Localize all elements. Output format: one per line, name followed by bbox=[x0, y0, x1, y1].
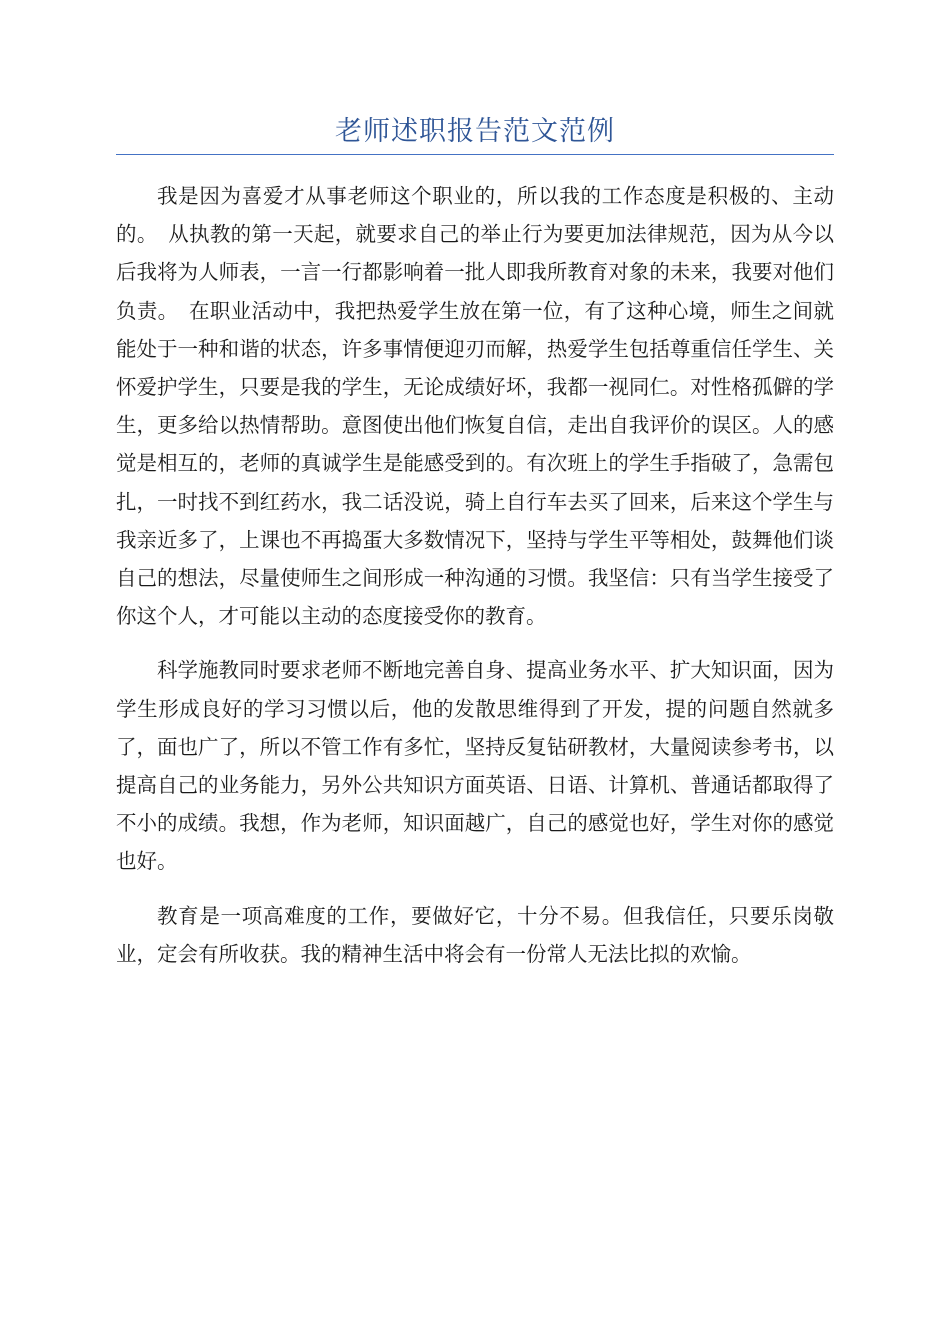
title-underline bbox=[116, 154, 834, 155]
paragraph-2: 科学施教同时要求老师不断地完善自身、提高业务水平、扩大知识面，因为学生形成良好的学习习惯以后，他的发散思维得到了开发，提的问题自然就多了，面也广了，所以不管工作有多忙，坚持反复钻研教材，大量阅读参考书，以提高自己的业务能力，另外公共知识方面英语、日语、计算机、普通话都取得了不小的成绩。我想，作为老师，知识面越广，自己的感觉也好，学生对你的感觉也好。 bbox=[116, 658, 834, 874]
page-title: 老师述职报告范文范例 bbox=[335, 116, 615, 147]
document-body bbox=[116, 177, 834, 989]
paragraph-1: 我是因为喜爱才从事老师这个职业的，所以我的工作态度是积极的、主动的。 从执教的第一天起，就要求自己的举止行为要更加法律规范，因为从今以后我将为人师表，一言一行都影响着一批人即我所教育对象的未来，我要对他们负责。 在职业活动中，我把热爱学生放在第一位，有了这种心境，师生之间就能处于一种和谐的状态，许多事情便迎刃而解，热爱学生包括尊重信任学生、关怀爱护学生，只要是我的学生，无论成绩好坏，我都一视同仁。对性格孤僻的学生，更多给以热情帮助。意图使出他们恢复自信，走出自我评价的误区。人的感觉是相互的，老师的真诚学生是能感受到的。有次班上的学生手指破了，急需包扎，一时找不到红药水，我二话没说，骑上自行车去买了回来，后来这个学生与我亲近多了，上课也不再捣蛋大多数情况下，坚持与学生平等相处，鼓舞他们谈自己的想法，尽量使师生之间形成一种沟通的习惯。我坚信：只有当学生接受了你这个人，才可能以主动的态度接受你的教育。 bbox=[116, 184, 834, 629]
paragraph-3: 教育是一项高难度的工作，要做好它，十分不易。但我信任，只要乐岗敬业，定会有所收获。我的精神生活中将会有一份常人无法比拟的欢愉。 bbox=[116, 903, 834, 966]
